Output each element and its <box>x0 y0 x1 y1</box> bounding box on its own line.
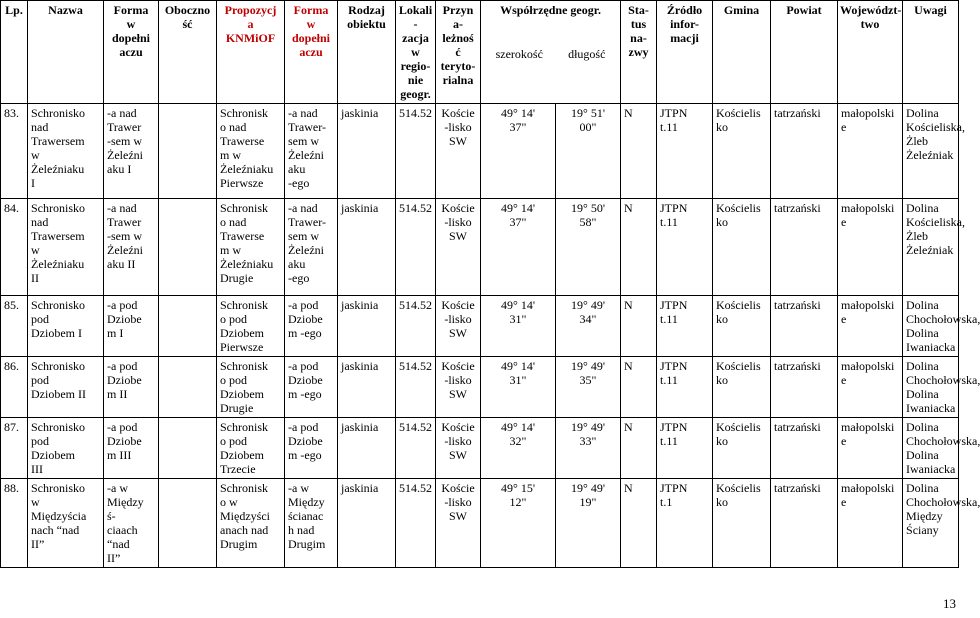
cell-przynaleznosc: Koście -lisko SW <box>436 199 481 296</box>
cell-powiat: tatrzański <box>771 357 838 418</box>
cell-przynaleznosc: Koście -lisko SW <box>436 418 481 479</box>
cell-gmina: Kościelis ko <box>713 296 771 357</box>
cell-powiat: tatrzański <box>771 418 838 479</box>
cell-dlugosc: 19° 49' 35" <box>556 357 621 418</box>
header-obocznosc: Oboczno ść <box>159 1 217 104</box>
cell-powiat: tatrzański <box>771 479 838 568</box>
cell-nazwa: Schronisko pod Dziobem II <box>28 357 104 418</box>
cell-dlugosc: 19° 51' 00" <box>556 104 621 199</box>
cell-dlugosc: 19° 49' 19" <box>556 479 621 568</box>
cell-nazwa: Schronisko w Międzyścia nach “nad II” <box>28 479 104 568</box>
header-przynaleznosc: Przyn a- leżnoś ć teryto- rialna <box>436 1 481 104</box>
cell-powiat: tatrzański <box>771 199 838 296</box>
cell-szerokosc: 49° 14' 37" <box>481 199 556 296</box>
cell-uwagi: Dolina Chochołowska, Dolina Iwaniacka <box>903 418 959 479</box>
cell-forma: -a pod Dziobe m II <box>104 357 159 418</box>
cell-propozycja: Schronisk o pod Dziobem Trzecie <box>217 418 285 479</box>
cell-status: N <box>621 479 657 568</box>
cell-zrodlo: JTPN t.1 <box>657 479 713 568</box>
cell-gmina: Kościelis ko <box>713 418 771 479</box>
cell-dlugosc: 19° 50' 58" <box>556 199 621 296</box>
cell-zrodlo: JTPN t.11 <box>657 199 713 296</box>
cell-rodzaj: jaskinia <box>338 199 396 296</box>
cell-przynaleznosc: Koście -lisko SW <box>436 479 481 568</box>
cell-forma: -a pod Dziobe m III <box>104 418 159 479</box>
cell-powiat: tatrzański <box>771 104 838 199</box>
cell-forma: -a pod Dziobe m I <box>104 296 159 357</box>
cell-gmina: Kościelis ko <box>713 479 771 568</box>
cell-rodzaj: jaskinia <box>338 357 396 418</box>
cell-nazwa: Schronisko pod Dziobem III <box>28 418 104 479</box>
table-row <box>1 418 959 479</box>
cell-propozycja: Schronisk o pod Dziobem Drugie <box>217 357 285 418</box>
header-szerokosc: szerokość <box>495 47 543 61</box>
header-zrodlo: Źródło infor- macji <box>657 1 713 104</box>
cell-gmina: Kościelis ko <box>713 104 771 199</box>
table-row <box>1 104 959 199</box>
cell-przynaleznosc: Koście -lisko SW <box>436 104 481 199</box>
cell-zrodlo: JTPN t.11 <box>657 104 713 199</box>
cell-propozycja: Schronisk o nad Trawerse m w Żeleźniaku Drugie <box>217 199 285 296</box>
cell-powiat: tatrzański <box>771 296 838 357</box>
cell-forma-red: -a nad Trawer- sem w Żeleźni aku -ego <box>285 104 338 199</box>
header-uwagi: Uwagi <box>903 1 959 104</box>
cell-forma-red: -a w Między ścianac h nad Drugim <box>285 479 338 568</box>
cell-lokalizacja: 514.52 <box>396 357 436 418</box>
cell-rodzaj: jaskinia <box>338 479 396 568</box>
cell-lokalizacja: 514.52 <box>396 479 436 568</box>
cell-lp: 84. <box>1 199 28 296</box>
header-wspolrzedne-label: Współrzędne geogr. <box>500 3 601 17</box>
header-forma-red: Forma w dopełni aczu <box>285 1 338 104</box>
cell-przynaleznosc: Koście -lisko SW <box>436 357 481 418</box>
cell-forma: -a nad Trawer -sem w Żeleźni aku II <box>104 199 159 296</box>
cell-lp: 87. <box>1 418 28 479</box>
cell-forma: -a nad Trawer -sem w Żeleźni aku I <box>104 104 159 199</box>
cell-lp: 86. <box>1 357 28 418</box>
cell-forma-red: -a pod Dziobe m -ego <box>285 296 338 357</box>
cell-uwagi: Dolina Kościeliska, Żleb Żeleźniak <box>903 104 959 199</box>
cell-wojewodztwo: małopolski e <box>838 479 903 568</box>
header-dlugosc: długość <box>568 47 606 61</box>
cell-lokalizacja: 514.52 <box>396 296 436 357</box>
cell-uwagi: Dolina Chochołowska, Między Ściany <box>903 479 959 568</box>
cell-wojewodztwo: małopolski e <box>838 104 903 199</box>
header-gmina: Gmina <box>713 1 771 104</box>
cell-dlugosc: 19° 49' 33" <box>556 418 621 479</box>
cell-szerokosc: 49° 14' 32" <box>481 418 556 479</box>
cell-zrodlo: JTPN t.11 <box>657 357 713 418</box>
cell-rodzaj: jaskinia <box>338 296 396 357</box>
cell-dlugosc: 19° 49' 34" <box>556 296 621 357</box>
cell-lp: 85. <box>1 296 28 357</box>
cell-status: N <box>621 418 657 479</box>
cell-wojewodztwo: małopolski e <box>838 357 903 418</box>
header-lokalizacja: Lokali - zacja w regio- nie geogr. <box>396 1 436 104</box>
header-propozycja: Propozycj a KNMiOF <box>217 1 285 104</box>
header-rodzaj: Rodzaj obiektu <box>338 1 396 104</box>
cell-lp: 88. <box>1 479 28 568</box>
cell-szerokosc: 49° 14' 31" <box>481 357 556 418</box>
cell-forma-red: -a nad Trawer- sem w Żeleźni aku -ego <box>285 199 338 296</box>
page-number: 13 <box>943 596 956 611</box>
cell-status: N <box>621 199 657 296</box>
cell-uwagi: Dolina Chochołowska, Dolina Iwaniacka <box>903 357 959 418</box>
cell-wojewodztwo: małopolski e <box>838 418 903 479</box>
cell-nazwa: Schronisko nad Trawersem w Żeleźniaku II <box>28 199 104 296</box>
cell-obocznosc <box>159 199 217 296</box>
cell-lokalizacja: 514.52 <box>396 418 436 479</box>
table-row <box>1 479 959 568</box>
cell-uwagi: Dolina Kościeliska, Żleb Żeleźniak <box>903 199 959 296</box>
cell-szerokosc: 49° 15' 12" <box>481 479 556 568</box>
cell-status: N <box>621 357 657 418</box>
cell-lp: 83. <box>1 104 28 199</box>
cell-uwagi: Dolina Chochołowska, Dolina Iwaniacka <box>903 296 959 357</box>
header-forma: Forma w dopełni aczu <box>104 1 159 104</box>
cell-szerokosc: 49° 14' 31" <box>481 296 556 357</box>
cell-szerokosc: 49° 14' 37" <box>481 104 556 199</box>
header-status: Sta- tus na- zwy <box>621 1 657 104</box>
cell-gmina: Kościelis ko <box>713 357 771 418</box>
header-powiat: Powiat <box>771 1 838 104</box>
cell-wojewodztwo: małopolski e <box>838 296 903 357</box>
cell-zrodlo: JTPN t.11 <box>657 296 713 357</box>
cell-rodzaj: jaskinia <box>338 104 396 199</box>
cell-rodzaj: jaskinia <box>338 418 396 479</box>
cell-obocznosc <box>159 357 217 418</box>
cell-status: N <box>621 104 657 199</box>
cell-przynaleznosc: Koście -lisko SW <box>436 296 481 357</box>
cell-obocznosc <box>159 479 217 568</box>
table-row <box>1 296 959 357</box>
cell-forma: -a w Między ś- ciaach “nad II” <box>104 479 159 568</box>
cell-propozycja: Schronisk o nad Trawerse m w Żeleźniaku Pierwsze <box>217 104 285 199</box>
cell-gmina: Kościelis ko <box>713 199 771 296</box>
cell-nazwa: Schronisko nad Trawersem w Żeleźniaku I <box>28 104 104 199</box>
cell-lokalizacja: 514.52 <box>396 104 436 199</box>
cell-forma-red: -a pod Dziobe m -ego <box>285 357 338 418</box>
cell-obocznosc <box>159 418 217 479</box>
cell-propozycja: Schronisk o pod Dziobem Pierwsze <box>217 296 285 357</box>
cell-obocznosc <box>159 296 217 357</box>
table-row <box>1 357 959 418</box>
header-wojewodztwo: Województ- two <box>838 1 903 104</box>
header-nazwa: Nazwa <box>28 1 104 104</box>
cell-forma-red: -a pod Dziobe m -ego <box>285 418 338 479</box>
cell-zrodlo: JTPN t.11 <box>657 418 713 479</box>
cell-status: N <box>621 296 657 357</box>
cell-obocznosc <box>159 104 217 199</box>
cell-wojewodztwo: małopolski e <box>838 199 903 296</box>
header-lp: Lp. <box>1 1 28 104</box>
cell-nazwa: Schronisko pod Dziobem I <box>28 296 104 357</box>
table-row <box>1 199 959 296</box>
cell-lokalizacja: 514.52 <box>396 199 436 296</box>
header-wspolrzedne <box>481 1 621 104</box>
cell-propozycja: Schronisk o w Międzyści anach nad Drugim <box>217 479 285 568</box>
